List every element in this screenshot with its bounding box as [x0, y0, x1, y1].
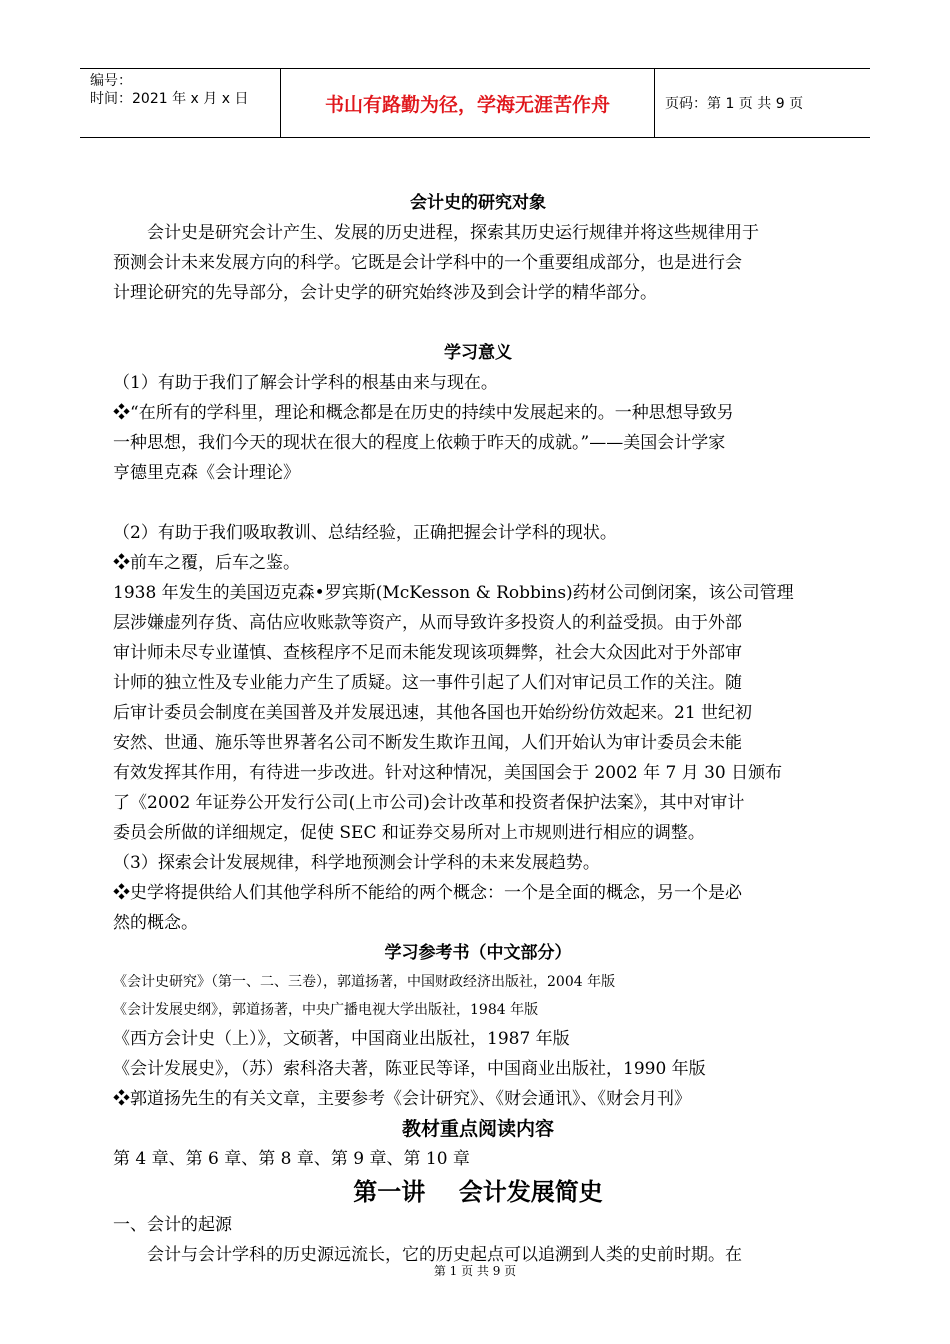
document-body	[113, 188, 843, 1270]
book-item: 《会计发展史》，（苏）索科洛夫著，陈亚民等译，中国商业出版社，1990 年版	[113, 1059, 706, 1079]
case-line: 安然、世通、施乐等世界著名公司不断发生欺诈丑闻，人们开始认为审计委员会未能	[113, 733, 742, 753]
case-line: 委员会所做的详细规定，促使 SEC 和证券交易所对上市规则进行相应的调整。	[113, 823, 705, 843]
lecture-title: 第一讲 会计发展简史	[353, 1178, 603, 1206]
case-line: 了《2002 年证券公开发行公司(上市公司)会计改革和投资者保护法案》，其中对审计	[113, 793, 745, 813]
paragraph-line: 会计史是研究会计产生、发展的历史进程，探索其历史运行规律并将这些规律用于	[147, 223, 759, 243]
lecture-paragraph-line: 会计与会计学科的历史源远流长，它的历史起点可以追溯到人类的史前时期。在	[147, 1245, 742, 1265]
point-2: （2）有助于我们吸取教训、总结经验，正确把握会计学科的现状。	[113, 523, 617, 543]
header-meta	[80, 69, 281, 137]
case-line: 层涉嫌虚列存货、高估应收账款等资产，从而导致许多投资人的利益受损。由于外部	[113, 613, 742, 633]
point-3: （3）探索会计发展规律，科学地预测会计学科的未来发展趋势。	[113, 853, 600, 873]
section-title-research-object: 会计史的研究对象	[410, 193, 546, 213]
case-line: 计师的独立性及专业能力产生了质疑。这一事件引起了人们对审记员工作的关注。随	[113, 673, 742, 693]
quote-line: ❖“在所有的学科里，理论和概念都是在历史的持续中发展起来的。一种思想导致另	[113, 403, 734, 423]
section-title-significance: 学习意义	[444, 343, 512, 363]
paragraph-line: 计理论研究的先导部分，会计史学的研究始终涉及到会计学的精华部分。	[113, 283, 657, 303]
case-line: 有效发挥其作用，有待进一步改进。针对这种情况，美国国会于 2002 年 7 月 30 日颁布	[113, 763, 783, 783]
articles-note: ❖郭道扬先生的有关文章，主要参考《会计研究》、《财会通讯》、《财会月刊》	[113, 1089, 691, 1109]
concept-line: ❖史学将提供给人们其他学科所不能给的两个概念：一个是全面的概念，另一个是必	[113, 883, 742, 903]
date-label: 时间：2021 年 x 月 x 日	[90, 91, 249, 107]
proverb: ❖前车之覆，后车之鉴。	[113, 553, 300, 573]
header-table	[80, 68, 870, 138]
page-footer: 第 1 页 共 9 页	[433, 1264, 517, 1278]
section-title-key-reading: 教材重点阅读内容	[401, 1118, 554, 1140]
case-line: 1938 年发生的美国迈克森•罗宾斯(McKesson & Robbins)药材公司倒闭案，该公司管理	[113, 583, 794, 603]
book-item: 《会计史研究》（第一、二、三卷），郭道扬著，中国财政经济出版社，2004 年版	[113, 974, 616, 990]
header-motto: 书山有路勤为径，学海无涯苦作舟	[281, 69, 655, 137]
section-title-references: 学习参考书（中文部分）	[384, 943, 572, 963]
header-page-info: 页码：第 1 页 共 9 页	[665, 96, 804, 112]
quote-line: 一种思想，我们今天的现状在很大的程度上依赖于昨天的成就。”——美国会计学家	[113, 433, 726, 453]
paragraph-line: 预测会计未来发展方向的科学。它既是会计学科中的一个重要组成部分，也是进行会	[113, 253, 742, 273]
book-item: 《西方会计史（上）》，文硕著，中国商业出版社，1987 年版	[113, 1029, 570, 1049]
case-line: 后审计委员会制度在美国普及并发展迅速，其他各国也开始纷纷仿效起来。21 世纪初	[113, 703, 753, 723]
lecture-subheading: 一、会计的起源	[113, 1215, 232, 1235]
case-line: 审计师未尽专业谨慎、查核程序不足而未能发现该项舞弊，社会大众因此对于外部审	[113, 643, 742, 663]
chapters-list: 第 4 章、第 6 章、第 8 章、第 9 章、第 10 章	[113, 1149, 470, 1169]
quote-line: 亨德里克森《会计理论》	[113, 463, 300, 483]
concept-line: 然的概念。	[113, 913, 198, 933]
point-1: （1）有助于我们了解会计学科的根基由来与现在。	[113, 373, 498, 393]
code-label: 编号：	[90, 73, 132, 89]
book-item: 《会计发展史纲》，郭道扬著，中央广播电视大学出版社，1984 年版	[113, 1002, 539, 1018]
